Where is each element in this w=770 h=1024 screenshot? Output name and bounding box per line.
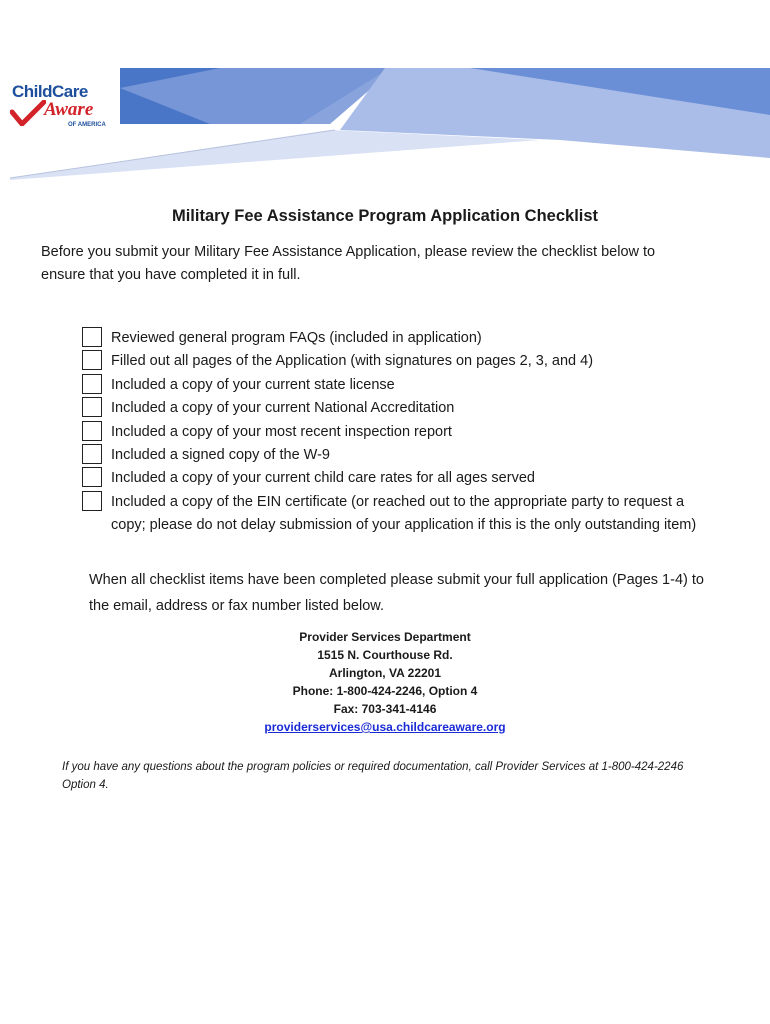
phone-number: Phone: 1-800-424-2246, Option 4 [292,684,478,698]
checklist-item [82,327,702,350]
fax-number: Fax: 703-341-4146 [333,702,437,716]
checkbox[interactable] [82,491,102,511]
logo-text-aware: Aware [44,99,94,120]
checkbox[interactable] [82,397,102,417]
checklist-item-label: Filled out all pages of the Application (with signatures on pages 2, 3, and 4) [111,353,594,370]
checklist-item-label: Included a signed copy of the W-9 [111,447,330,464]
intro-paragraph: Before you submit your Military Fee Assistance Application, please review the checklist below to ensure that you have completed it in full. [41,244,656,283]
banner-fade-band [10,130,540,180]
checkbox[interactable] [82,327,102,347]
checkbox[interactable] [82,421,102,441]
checklist-item [82,421,702,444]
department-name: Provider Services Department [299,630,471,644]
email-link[interactable]: providerservices@usa.childcareaware.org [264,720,506,734]
checklist-item [82,491,702,538]
checkbox[interactable] [82,374,102,394]
checklist-item-label: Included a copy of your most recent inspection report [111,423,452,440]
checklist-item [82,444,702,467]
checkbox[interactable] [82,350,102,370]
checkbox[interactable] [82,444,102,464]
page-title: Military Fee Assistance Program Application Checklist [171,207,599,225]
checklist-item-label: Included a copy of your current child care rates for all ages served [111,470,535,487]
logo-text-of-america: OF AMERICA [68,122,106,128]
checklist-item-label: Reviewed general program FAQs (included in application) [111,330,482,346]
logo-text-childcare: ChildCare [12,82,88,101]
checklist-item [82,467,702,490]
footnote: If you have any questions about the program policies or required documentation, call Provider Services at 1-800-424-2246 Option 4. [62,761,684,791]
checklist-item-label: Included a copy of your current National Accreditation [111,400,455,417]
checklist-item [82,350,702,373]
city-state-zip: Arlington, VA 22201 [328,666,442,680]
submit-instructions: When all checklist items have been completed please submit your full application (Pages 1-4) to the email, address or fax number listed below. [89,572,704,614]
checklist-item [82,397,702,420]
street-address: 1515 N. Courthouse Rd. [317,648,453,662]
checkbox[interactable] [82,467,102,487]
checklist-item-label: Included a copy of your current state license [111,376,395,393]
checklist-item-label: Included a copy of the EIN certificate (or reached out to the appropriate party to request a copy; please do not delay submission of your application if this is the only outstanding item) [111,493,697,534]
checklist [82,327,702,538]
checklist-item [82,374,702,397]
logo-check-icon [10,100,46,126]
contact-address-block [0,628,770,736]
childcare-aware-logo [8,82,118,134]
